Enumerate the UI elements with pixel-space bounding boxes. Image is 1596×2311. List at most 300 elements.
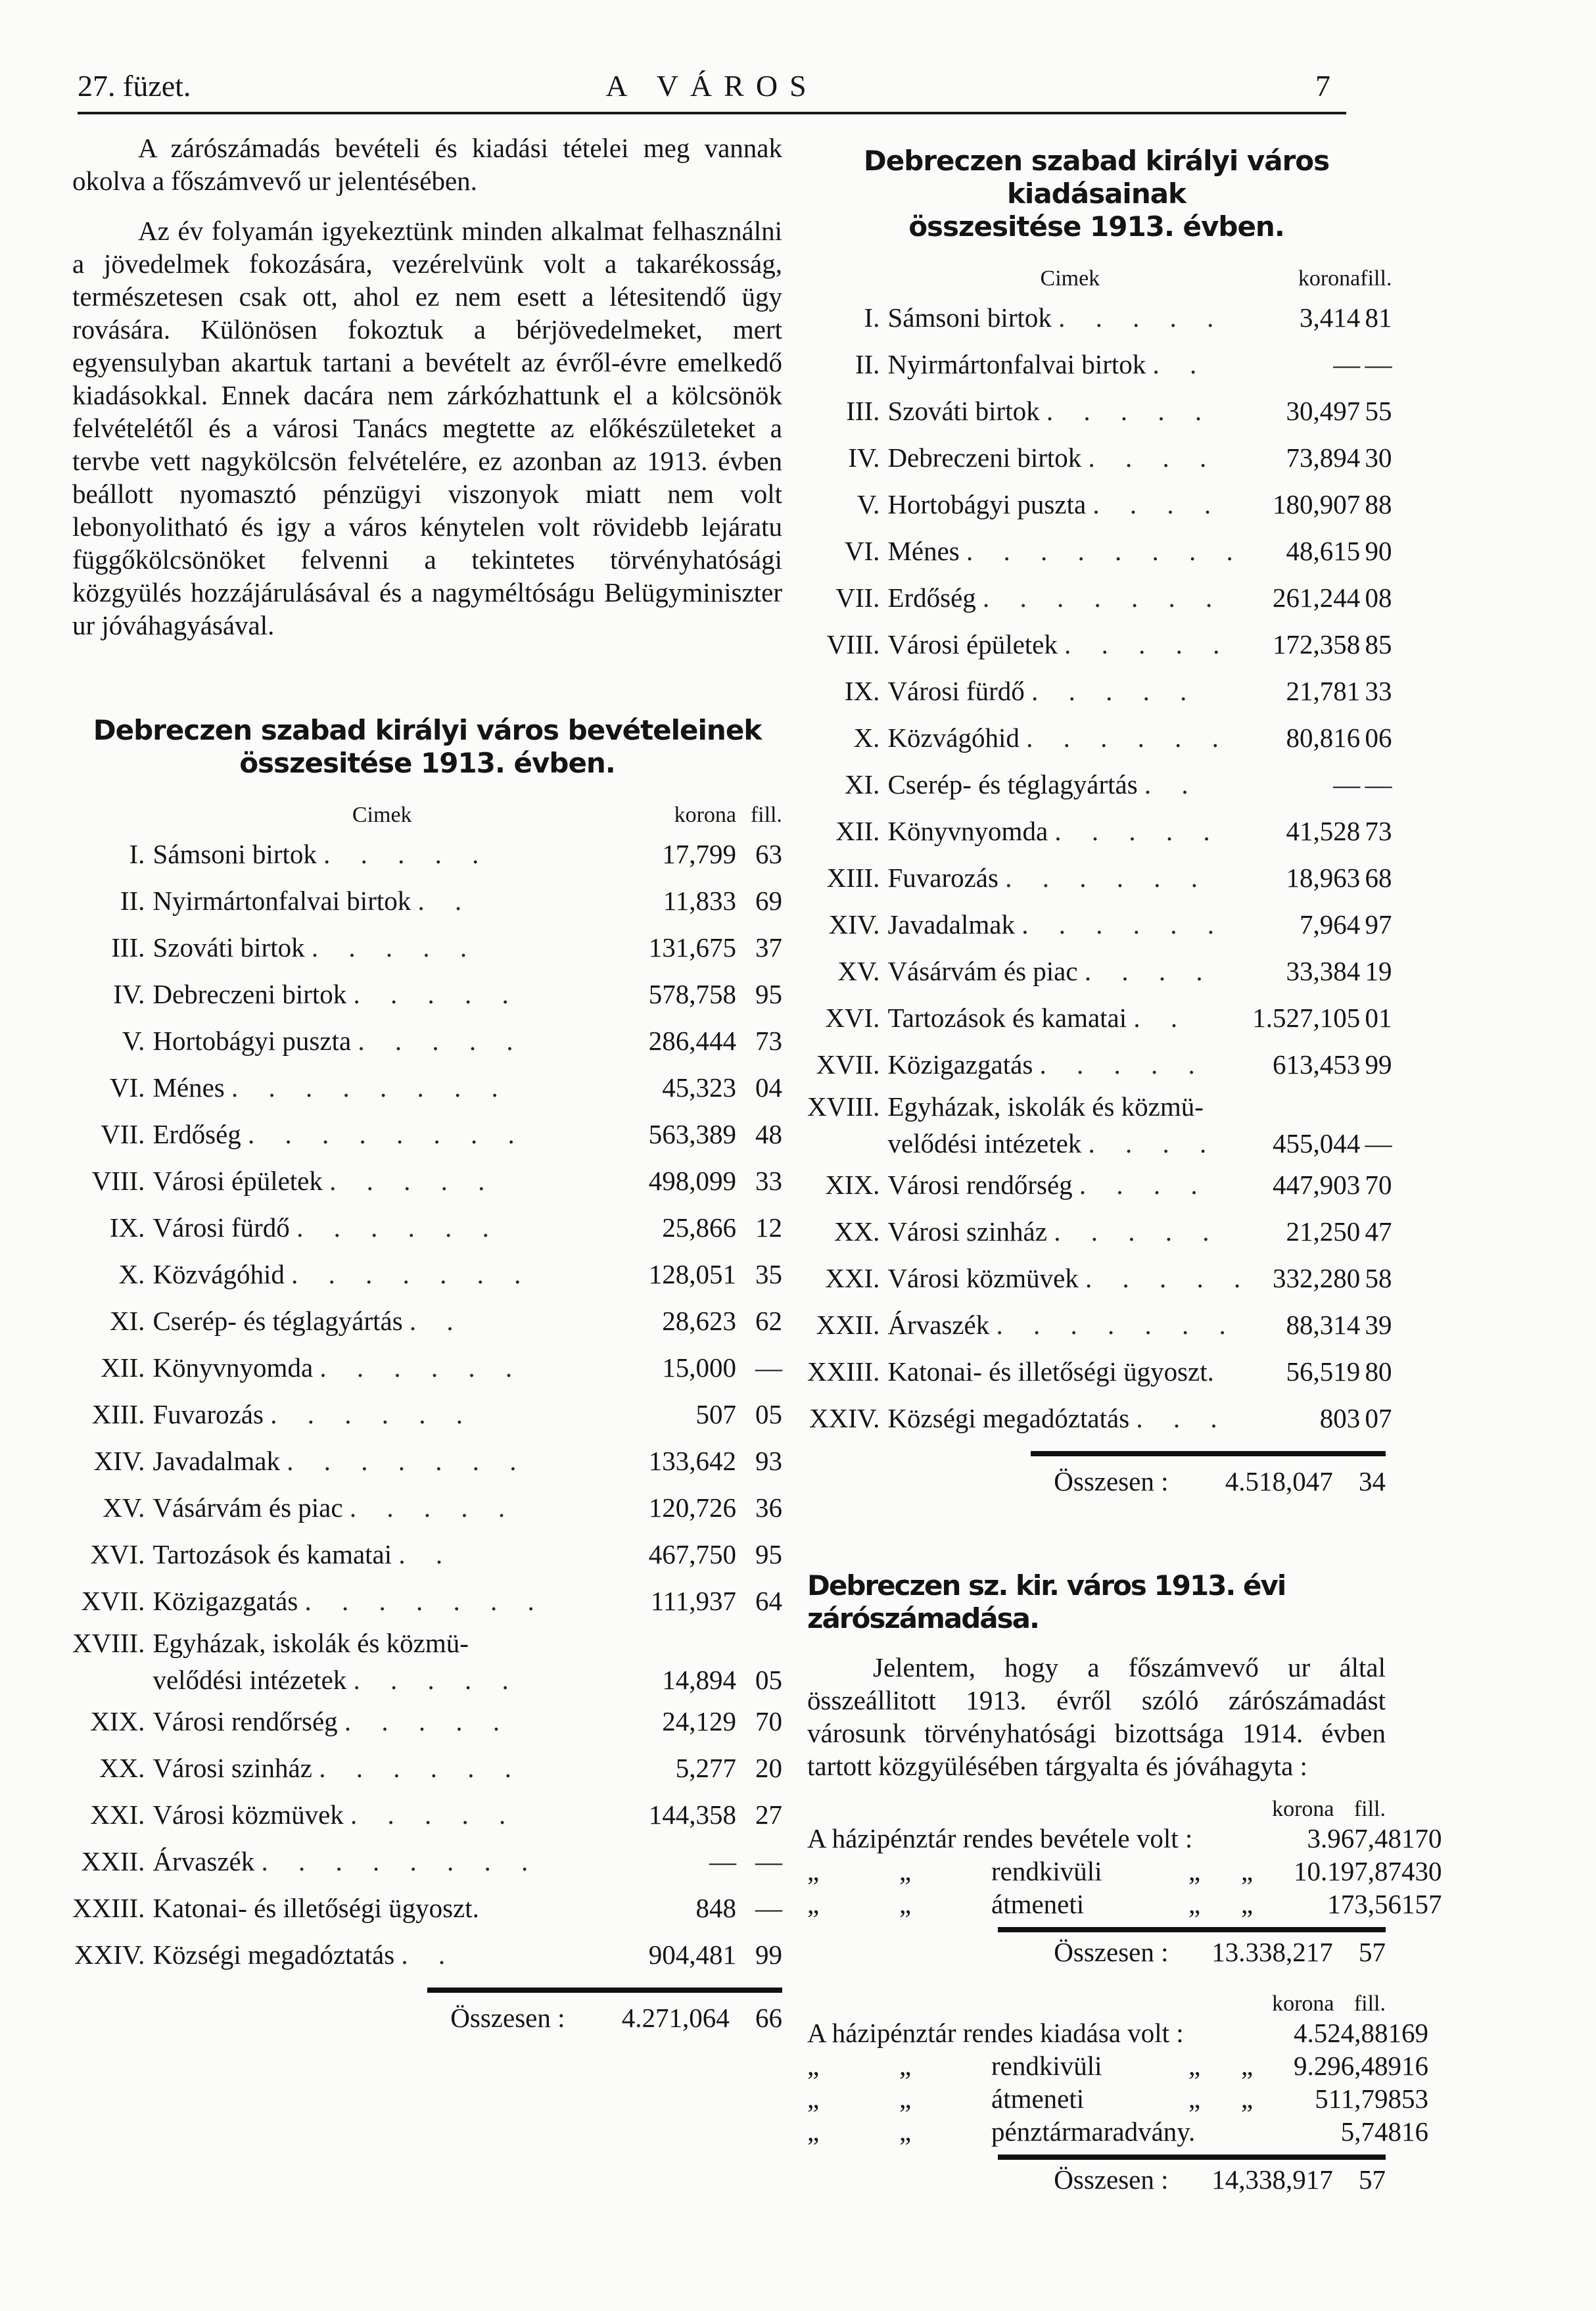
row-korona: 563,389 — [648, 1119, 736, 1149]
ditto-mark: „ — [899, 1856, 912, 1886]
leader-dots: . . — [1144, 769, 1200, 799]
leader-dots: . . — [1152, 349, 1209, 379]
running-header — [78, 66, 1346, 114]
row-korona: 18,963 — [1286, 863, 1361, 893]
row-korona: 17,799 — [662, 839, 736, 869]
row-title: Erdőség — [153, 1119, 241, 1149]
ditto-mark: „ — [899, 1889, 912, 1919]
revenues-table — [72, 799, 782, 1978]
row-number: XIII. — [826, 863, 880, 893]
row-fill: — — [755, 1352, 782, 1383]
leader-dots: . . . . . — [329, 1166, 497, 1196]
table-row — [72, 1204, 782, 1251]
row-title: Javadalmak — [887, 909, 1015, 940]
table-header-row — [72, 799, 782, 831]
row-number: X. — [118, 1259, 145, 1289]
row-title: Fuvarozás — [153, 1399, 264, 1429]
table-row — [72, 1932, 782, 1978]
closing-paragraph: Jelentem, hogy a főszámvevő ur által összeállitott 1913. évről szóló zárószámadást városunk törvényhatósági bizottsága 1914. évben tartott közgyülésében tárgyalta és jóváhagyta : — [807, 1652, 1386, 1781]
issue-number: 27. füzet. — [78, 69, 191, 103]
closing-title: Debreczen sz. kir. város 1913. évi zárószámadása. — [807, 1569, 1286, 1634]
expense-col-headers: korona fill. — [1272, 1991, 1386, 2016]
income-summary-table — [807, 1822, 1442, 1920]
row-title: Sámsoni birtok — [887, 302, 1052, 333]
intro-paragraph-2: Az év folyamán igyekeztünk minden alkalmat felhasználni a jövedelmek fokozására, vezérelvünk volt a takarékosság, természetesen csak ott, ahol ez nem esett a létesitendő ügy rovására. Különösen fokoztuk a bérjövedelmeket, mert egyensulyban akartuk tartani a bevételt az évről-évre emelkedő kiadásokkal. Ennek dacára nem zárkózhattunk el a kölcsönök felvételétől és a városi Tanács megtette az előkészületeket a tervbe vett nagykölcsön felvételére, ez azonban az 1913. évben beállott nyomasztó pénzügyi viszonyok miatt nem volt lebonyolitható és igy a város kénytelen volt rövidebb lejáratu függőkölcsönöket felvenni a tekintetes törvényhatósági közgyülés hozzájárulásával és a nagyméltóságu Belügyminiszter ur jóváhagyásával. — [72, 216, 782, 640]
row-fill: 57 — [1415, 1889, 1442, 1919]
row-title: Cserép- és téglagyártás — [887, 769, 1138, 799]
row-korona: 45,323 — [662, 1072, 736, 1103]
row-fill: 27 — [755, 1799, 782, 1830]
row-number: XII. — [835, 816, 880, 846]
row-number: XVI. — [825, 1003, 880, 1033]
total-rule — [998, 2155, 1386, 2160]
row-fill: 62 — [755, 1306, 782, 1336]
row-korona: 56,519 — [1286, 1356, 1361, 1387]
row-korona: 80,816 — [1286, 723, 1361, 753]
table-row — [72, 1158, 782, 1204]
leader-dots: . . . . — [1088, 442, 1219, 473]
row-title: Sámsoni birtok — [153, 839, 317, 869]
row-fill: — — [1365, 769, 1392, 799]
row-korona: 173,561 — [1327, 1889, 1415, 1919]
row-fill: 08 — [1365, 583, 1392, 613]
row-korona: 455,044 — [1273, 1128, 1361, 1158]
summary-row — [807, 1888, 1442, 1920]
leader-dots: . . . . . . . . — [966, 536, 1245, 566]
expense-summary-table — [807, 2016, 1428, 2148]
table-row — [807, 1348, 1392, 1395]
leader-dots: . . . . . . . — [291, 1259, 533, 1289]
row-fill: 30 — [1365, 442, 1392, 473]
row-fill: — — [1365, 1128, 1392, 1158]
row-korona: 261,244 — [1273, 583, 1361, 613]
row-number: VI. — [844, 536, 880, 566]
row-korona: 10.197,874 — [1294, 1856, 1415, 1886]
row-korona: 511,798 — [1315, 2084, 1401, 2114]
row-fill: 63 — [755, 839, 782, 869]
row-korona: 28,623 — [662, 1306, 736, 1336]
table-row — [72, 1838, 782, 1885]
row-fill: 70 — [1365, 1170, 1392, 1200]
row-title: Városi rendőrség — [153, 1706, 338, 1736]
row-number: XXIII. — [807, 1356, 880, 1387]
row-fill: 06 — [1365, 723, 1392, 753]
row-korona: 144,358 — [648, 1799, 736, 1830]
table-row — [807, 1302, 1392, 1348]
row-fill: 95 — [755, 979, 782, 1009]
row-korona: 15,000 — [662, 1352, 736, 1383]
leader-dots: . . . . . — [350, 1799, 518, 1830]
row-korona: 803 — [1319, 1403, 1361, 1433]
leader-dots: . . . . — [1084, 956, 1215, 986]
table-row — [72, 1391, 782, 1438]
row-number: II. — [120, 886, 145, 916]
col-fill: fill. — [750, 803, 782, 827]
leader-dots: . . . . — [1092, 489, 1223, 519]
table-row — [807, 435, 1392, 481]
table-row — [807, 668, 1392, 715]
row-fill: 12 — [755, 1212, 782, 1243]
row-number: III. — [111, 932, 145, 963]
row-label: rendkivüli — [991, 1856, 1102, 1886]
row-fill: 99 — [755, 1940, 782, 1970]
intro-paragraph-1: A zárószámadás bevételi és kiadási tételei meg vannak okolva a főszámvevő ur jelentésében. — [72, 133, 782, 196]
row-title: Fuvarozás — [887, 863, 998, 893]
ditto-mark: „ — [807, 1889, 820, 1919]
expense-total: Összesen : 14,338,917 57 — [1054, 2164, 1386, 2195]
row-fill: 70 — [1415, 1823, 1442, 1853]
leader-dots: . . . . . — [1031, 676, 1199, 706]
total-rule — [1031, 1451, 1386, 1456]
table-row — [72, 1485, 782, 1531]
row-korona: 24,129 — [662, 1706, 736, 1736]
row-title: Községi megadóztatás — [153, 1940, 395, 1970]
row-fill: 20 — [755, 1753, 782, 1783]
row-number: XII. — [101, 1352, 145, 1383]
row-korona: 41,528 — [1286, 816, 1361, 846]
table-row — [807, 621, 1392, 668]
row-title: Nyirmártonfalvai birtok — [887, 349, 1146, 379]
table-row — [72, 1298, 782, 1345]
col-korona: korona — [1298, 266, 1361, 291]
summary-row — [807, 2049, 1428, 2082]
summary-row — [807, 1822, 1442, 1855]
table-row — [807, 1395, 1392, 1442]
row-fill: 05 — [755, 1665, 782, 1695]
row-title: Közigazgatás — [887, 1049, 1033, 1080]
row-fill: 33 — [1365, 676, 1392, 706]
ditto-mark: „ — [899, 2116, 912, 2147]
row-number: II. — [855, 349, 880, 379]
row-title: Egyházak, iskolák és közmü- — [153, 1628, 469, 1658]
row-number: I. — [864, 302, 880, 333]
leader-dots: . . . . . . — [1026, 723, 1231, 753]
page-number: 7 — [1315, 69, 1330, 103]
row-title: Ménes — [153, 1072, 225, 1103]
income-col-headers: korona fill. — [1272, 1797, 1386, 1821]
row-title: Városi fürdő — [887, 676, 1025, 706]
row-fill: 16 — [1401, 2051, 1428, 2081]
ditto-mark: „ — [1188, 2051, 1201, 2081]
row-number: XXII. — [816, 1310, 880, 1340]
leader-dots: . . . — [1136, 1403, 1229, 1433]
row-title: Könyvnyomda — [153, 1352, 314, 1383]
ditto-mark: „ — [1241, 1889, 1254, 1919]
leader-dots: . . . . . — [1064, 629, 1232, 659]
row-fill: 48 — [755, 1119, 782, 1149]
row-korona: — — [709, 1846, 736, 1876]
row-title: Debreczeni birtok — [153, 979, 347, 1009]
summary-row — [807, 2016, 1428, 2049]
table-header-row — [807, 263, 1392, 295]
row-number: XIV. — [828, 909, 880, 940]
row-label: átmeneti — [991, 1889, 1085, 1919]
col-fill: fill. — [1360, 266, 1392, 291]
row-korona: 48,615 — [1286, 536, 1361, 566]
leader-dots: . . . . . — [344, 1706, 512, 1736]
revenues-total: Összesen : 4.271,064 66 — [450, 2003, 782, 2033]
table-row — [72, 1251, 782, 1298]
row-title: Városi közmüvek — [153, 1799, 344, 1830]
row-title: Könyvnyomda — [887, 816, 1048, 846]
row-title: Városi közmüvek — [887, 1263, 1079, 1293]
row-korona: 30,497 — [1286, 396, 1361, 426]
right-column — [807, 131, 1442, 2195]
row-korona: 4.524,881 — [1294, 2018, 1401, 2048]
leader-dots: . . . . . . — [270, 1399, 475, 1429]
row-number: XVIII. — [72, 1628, 145, 1658]
table-row — [807, 575, 1392, 621]
row-korona: 286,444 — [648, 1026, 736, 1056]
row-korona: 180,907 — [1273, 489, 1361, 519]
row-fill: 64 — [755, 1586, 782, 1616]
row-label: átmeneti — [991, 2084, 1085, 2114]
row-number: IX. — [844, 676, 880, 706]
row-fill: 16 — [1401, 2116, 1428, 2147]
row-fill: 58 — [1365, 1263, 1392, 1293]
row-number: IV. — [113, 979, 145, 1009]
leader-dots: . . . . . . . — [983, 583, 1225, 613]
row-title: Hortobágyi puszta — [153, 1026, 352, 1056]
summary-row — [807, 2115, 1428, 2148]
ditto-mark: „ — [1188, 1889, 1201, 1919]
row-fill: 47 — [1365, 1216, 1392, 1247]
row-number: XXIII. — [72, 1893, 145, 1923]
ditto-mark: „ — [1241, 2051, 1254, 2081]
table-row — [72, 831, 782, 878]
row-title: Szováti birtok — [887, 396, 1040, 426]
row-title: Egyházak, iskolák és közmü- — [887, 1091, 1204, 1122]
row-title-cont: velődési intézetek — [153, 1665, 347, 1695]
table-row — [807, 901, 1392, 948]
row-number: XVIII. — [807, 1091, 880, 1122]
table-row — [72, 971, 782, 1018]
table-row — [72, 1578, 782, 1625]
row-korona: 467,750 — [648, 1539, 736, 1569]
row-number: IX. — [109, 1212, 145, 1243]
row-fill: 33 — [755, 1166, 782, 1196]
table-row — [72, 1438, 782, 1485]
row-korona: 21,250 — [1286, 1216, 1361, 1247]
row-title: Szováti birtok — [153, 932, 305, 963]
table-row — [807, 1162, 1392, 1208]
row-korona: 613,453 — [1273, 1049, 1361, 1080]
ditto-mark: . — [1188, 2116, 1196, 2147]
left-column — [72, 131, 782, 2034]
row-title: Városi fürdő — [153, 1212, 290, 1243]
ditto-mark: „ — [1241, 1856, 1254, 1886]
ditto-mark: „ — [1188, 2084, 1201, 2114]
ditto-mark: „ — [899, 2084, 912, 2114]
row-korona: 14,894 — [662, 1665, 736, 1695]
row-fill: 81 — [1365, 302, 1392, 333]
col-cimek: Cimek — [1040, 266, 1100, 291]
row-title: Árvaszék — [153, 1846, 255, 1876]
row-number: VI. — [109, 1072, 145, 1103]
table-row — [807, 761, 1392, 808]
income-total: Összesen : 13.338,217 57 — [1054, 1937, 1386, 1967]
row-number: XX. — [99, 1753, 145, 1783]
table-row — [807, 1208, 1392, 1255]
table-row — [72, 1531, 782, 1578]
row-title: Katonai- és illetőségi ügyoszt. — [887, 1356, 1214, 1387]
table-row — [72, 878, 782, 924]
row-korona: 3,414 — [1300, 302, 1361, 333]
table-row — [807, 855, 1392, 901]
leader-dots: . . — [401, 1940, 458, 1970]
leader-dots: . . . . . — [1039, 1049, 1207, 1080]
summary-row — [807, 2082, 1428, 2115]
journal-title: A VÁROS — [605, 69, 818, 103]
total-rule — [427, 1988, 782, 1993]
row-fill: 30 — [1415, 1856, 1442, 1886]
row-fill: 73 — [1365, 816, 1392, 846]
row-korona: 5,277 — [675, 1753, 736, 1783]
table-row — [807, 388, 1392, 435]
row-number: XI. — [844, 769, 880, 799]
row-fill: — — [755, 1846, 782, 1876]
row-title: Vásárvám és piac — [153, 1492, 343, 1523]
row-korona: 73,894 — [1286, 442, 1361, 473]
total-rule — [998, 1927, 1386, 1932]
row-number: XXIV. — [74, 1940, 145, 1970]
row-fill: — — [1365, 349, 1392, 379]
ditto-mark: „ — [807, 2116, 820, 2147]
table-row-continuation — [807, 1125, 1392, 1162]
row-korona: 11,833 — [663, 886, 736, 916]
table-row — [807, 295, 1392, 341]
row-title: Városi szinház — [887, 1216, 1047, 1247]
row-korona: — — [1333, 349, 1361, 379]
row-title: Cserép- és téglagyártás — [153, 1306, 403, 1336]
row-title: Nyirmártonfalvai birtok — [153, 886, 411, 916]
table-row-continuation — [72, 1661, 782, 1698]
revenues-title: Debreczen szabad királyi város bevételeinek összesitése 1913. évben. — [93, 714, 762, 779]
row-title: Ménes — [887, 536, 960, 566]
leader-dots: . . . . . . . . — [248, 1119, 527, 1149]
row-korona: 172,358 — [1273, 629, 1361, 659]
row-korona: 120,726 — [648, 1492, 736, 1523]
table-row — [72, 1745, 782, 1792]
leader-dots: . . — [1133, 1003, 1190, 1033]
row-korona: 498,099 — [648, 1166, 736, 1196]
leader-dots: . . . . . — [1054, 816, 1222, 846]
row-korona: 332,280 — [1273, 1263, 1361, 1293]
row-title: Hortobágyi puszta — [887, 489, 1087, 519]
leader-dots: . . . . . . . — [996, 1310, 1238, 1340]
row-fill: 55 — [1365, 396, 1392, 426]
row-fill: 69 — [755, 886, 782, 916]
row-number: X. — [853, 723, 880, 753]
row-number: XX. — [833, 1216, 880, 1247]
leader-dots: . . . . — [1088, 1128, 1219, 1158]
leader-dots: . . . . . . . . — [261, 1846, 540, 1876]
row-number: XIX. — [825, 1170, 880, 1200]
row-korona: 507 — [695, 1399, 736, 1429]
row-title-cont: velődési intézetek — [887, 1128, 1082, 1158]
leader-dots: . . . . . — [353, 1665, 521, 1695]
row-korona: 133,642 — [648, 1446, 736, 1476]
row-label: A házipénztár rendes kiadása volt : — [807, 2018, 1184, 2048]
row-fill: 93 — [755, 1446, 782, 1476]
row-title: Közigazgatás — [153, 1586, 298, 1616]
leader-dots: . . . . . — [1054, 1216, 1221, 1247]
leader-dots: . . — [417, 886, 474, 916]
row-number: XIII. — [91, 1399, 145, 1429]
leader-dots: . . . . . — [311, 932, 479, 963]
expenses-title: Debreczen szabad királyi város kiadásainak összesitése 1913. évben. — [863, 145, 1330, 243]
row-fill: 95 — [755, 1539, 782, 1569]
row-title: Debreczeni birtok — [887, 442, 1082, 473]
row-fill: 35 — [755, 1259, 782, 1289]
row-number: VIII. — [91, 1166, 145, 1196]
row-number: XXI. — [90, 1799, 145, 1830]
table-row — [72, 1698, 782, 1745]
row-korona: 21,781 — [1286, 676, 1361, 706]
row-korona: 1.527,105 — [1252, 1003, 1361, 1033]
leader-dots: . . . . . — [349, 1492, 517, 1523]
leader-dots: . . . . . — [1085, 1263, 1253, 1293]
row-korona: 131,675 — [648, 932, 736, 963]
row-fill: 99 — [1365, 1049, 1392, 1080]
row-title: Városi épületek — [153, 1166, 323, 1196]
row-korona: 904,481 — [648, 1940, 736, 1970]
row-number: XIV. — [93, 1446, 145, 1476]
table-row — [72, 1792, 782, 1838]
table-row — [807, 481, 1392, 528]
row-korona: 33,384 — [1286, 956, 1361, 986]
row-fill: 88 — [1365, 489, 1392, 519]
row-number: XXIV. — [809, 1403, 880, 1433]
row-title: Községi megadóztatás — [887, 1403, 1130, 1433]
row-number: XVII. — [81, 1586, 145, 1616]
table-row — [72, 1111, 782, 1158]
row-fill: 90 — [1365, 536, 1392, 566]
table-row — [807, 1255, 1392, 1302]
leader-dots: . . . . . — [1046, 396, 1214, 426]
leader-dots: . . . . . . — [1005, 863, 1209, 893]
table-row — [807, 808, 1392, 855]
row-number: I. — [129, 839, 145, 869]
row-fill: 19 — [1365, 956, 1392, 986]
row-korona: 88,314 — [1286, 1310, 1361, 1340]
row-fill: 04 — [755, 1072, 782, 1103]
row-label: pénztármaradvány — [991, 2116, 1190, 2147]
row-fill: 05 — [755, 1399, 782, 1429]
row-number: III. — [846, 396, 880, 426]
row-title: Tartozások és kamatai — [887, 1003, 1127, 1033]
table-row — [72, 1018, 782, 1064]
leader-dots: . . — [398, 1539, 455, 1569]
table-row — [72, 924, 782, 971]
row-title: Városi épületek — [887, 629, 1058, 659]
leader-dots: . . . . . . . — [287, 1446, 528, 1476]
expenses-total: Összesen : 4.518,047 34 — [1054, 1466, 1386, 1496]
row-fill: 37 — [755, 932, 782, 963]
expenses-table — [807, 263, 1392, 1442]
leader-dots: . . . . . . . — [304, 1586, 546, 1616]
row-title: Közvágóhid — [153, 1259, 285, 1289]
table-row — [807, 341, 1392, 388]
row-korona: 111,937 — [650, 1586, 736, 1616]
row-title: Városi rendőrség — [887, 1170, 1073, 1200]
leader-dots: . . . . . . — [1021, 909, 1226, 940]
leader-dots: . . . . . . — [319, 1753, 523, 1783]
row-fill: 01 — [1365, 1003, 1392, 1033]
leader-dots: . . . . . — [323, 839, 491, 869]
row-number: XI. — [109, 1306, 145, 1336]
row-korona: 447,903 — [1273, 1170, 1361, 1200]
